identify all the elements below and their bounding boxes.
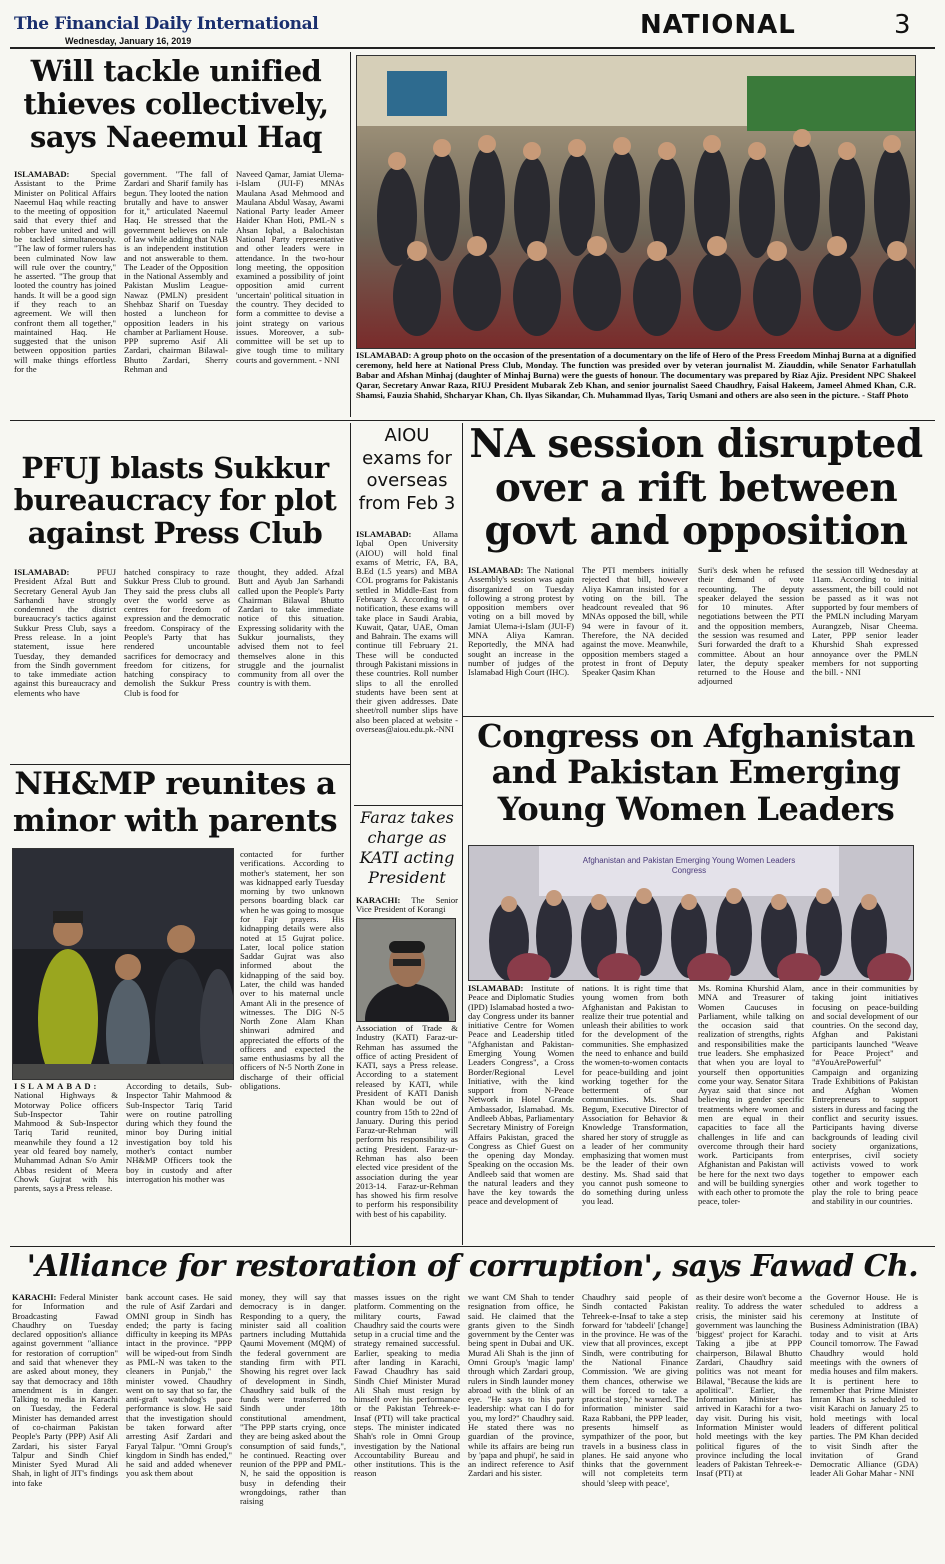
body-text: Federal Minister for Information and Broadcasting Fawad Chaudhry on Tuesday declared opposition's alliance against government "alliance for restoration of corruption" and said that whenever they are asked about money, they say that democracy and 18th amendment is in danger. Talking to media in Karachi on Tuesday, the Federal Minister has demanded arrest of co-chairman Pakistan People's Party (PPP) Asif Ali Zardari, his sister Faryal Talpur and Sindh Chief Minister Syed Murad Ali Shah, in light of JIT's findings into fake xyxy=(12,1293,118,1488)
aiou-body xyxy=(356,530,458,802)
article4-col4: the session till Wednesday at 11am. According to initial assessment, the bill could not be passed as it was not supported by four members of the PMLN including Maryam Aurangzeb, Nisar Cheema. Later, PPP senior leader Khurshid Shah expressed annoyance over the PMLN members for not supporting the bill. - NNI xyxy=(812,566,918,678)
article4-col3: Suri's desk when he refused their demand of vote recounting. The deputy speaker delayed the session for 10 minutes. After negotiations between the PTI and the opposition members, the session was resumed and Suri forwarded the draft to a committee. About an hour later, the deputy speaker returned to the House and adjourned xyxy=(698,566,804,687)
section-rule xyxy=(10,1246,935,1247)
dateline: ISLAMABAD: xyxy=(14,170,70,179)
group-photo-caption: ISLAMABAD: A group photo on the occasion of the presentation of a documentary on the life of Hero of the Press Freedom Minhaj Burna at a dignified ceremony, held here at National Press Club, Monday. The function was presided over by veteran journalist M. Ziauddin, while Senator Farhatullah Babar and Afshan Minhaj (daughter of Minhaj Burna) were the guests of honour. The documentary was prepared by Riaz Ajiz. President NPC Shakeel Qarar, Secretary Anwar Raza, RIUJ President Mubarak Zeb Khan, and senior journalist Saeed Chaudhry, Faisal Hakeem, Jameel Ahmed Khan, C.R. Shamsi, Fauzia Shahid, Shcharyar Khan, Ch. Ilyas Sikandar, Ch. Muhammad Ilyas, Tariq Usmani and others are also seen in the picture. - Staff Photo xyxy=(356,351,916,400)
fawad-col2: bank account cases. He said the rule of Asif Zardari and OMNI group in Sindh has ended; the party is facing difficulty in keeping its MPAs intact in the province. "PPP will be wiped-out from Sindh as PML-N was taken to the cleaners in Punjab," the minister vowed. Chaudhry went on to say that so far, the anti-graft watchdog's pace performance is slow. He said that the investigation should be taken forward after arresting Asif Zardari and Faryal Talpur. "Omni Group's kingdom in Sindh has ended," he said and added whenever you ask them about xyxy=(126,1293,232,1479)
congress-banner-text: Afghanistan and Pakistan Emerging Young Women Leaders Congress xyxy=(582,856,796,875)
article4-col1 xyxy=(468,566,574,714)
article1-col3: Naveed Qamar, Jamiat Ulema-i-Islam (JUI-F) MNAs Maulana Asad Mehmood and Maulana Abdul Wasay, Awami National Party leader Ameer Haider Khan Hoti, PML-N s Ahsan Iqbal, a Balochistan National Party representative and other leaders were in attendance. In the two-hour long meeting, the opposition examined a possibility of joint opposition amid current 'uncertain' political situation in the country. They decided to form a committee to devise a joint strategy on various issues. Moreover, a sub-committee will be set up to give tough time to military courts and government. - NNI xyxy=(236,170,344,365)
column-divider xyxy=(462,423,463,1245)
article5-col3: contacted for further verifications. According to mother's statement, her son was kidnapped early Tuesday morning by two unknown persons boarding black car when he was going to mosque for Fajr prayers. His kidnapping details were also noted at 15 Gujrat police. Later, local police station Saddar Gujrat was also informed about the kidnapping of the said boy. Later, the child was handed over to his maternal uncle Amant Ali in the presence of witnesses. The DIG N-5 North Zone Alam Khan shinwari admired and appreciated the efforts of the officers and expected the same enthusiasms by all the officers of N-5 North Zone in discharge of their official obligations. xyxy=(240,850,344,1092)
headline-na-session: NA session disrupted over a rift between govt and opposition xyxy=(469,421,923,555)
kati-portrait xyxy=(356,918,456,1022)
dateline: ISLAMABAD: xyxy=(14,1082,100,1091)
headline-fawad: 'Alliance for restoration of corruption', says Fawad Ch. xyxy=(26,1249,919,1284)
section-title: NATIONAL xyxy=(640,10,796,40)
fawad-col7: as their desire won't become a reality. To address the water crisis, the minister said his government was launching the 'biggest' project for Karachi. Taking a jibe at PPP chairperson, Bilawal Bhutto Zardari, Chaudhry said politics was not meant for Bilawal, "Because the kids are apolitical". Earlier, the Information Minister has arrived in Karachi for a two-day visit. During his visit, Information Minister would hold meetings with the key political figures of the province including the local leaders of Pakistan Tehreek-e-Insaf (PTI) at xyxy=(696,1293,802,1479)
article2-col3: thought, they added. Afzal Butt and Ayub Jan Sarhandi called upon the People's Party Chairman Bilawal Bhutto Zardari to take immediate notice of this situation. Expressing solidarity with the Sukkur journalists, they advised them not to feel themselves alone in this struggle and the journalist community from all over the country is with them. xyxy=(238,568,344,689)
masthead-date: Wednesday, January 16, 2019 xyxy=(65,36,192,46)
page-number: 3 xyxy=(894,10,911,40)
dateline: ISLAMABAD: xyxy=(468,566,524,575)
article5-col2: According to details, Sub-Inspector Tahir Mahmood & Sub-Inspector Tariq Tarid were on routine patrolling during which they found the minor boy During initial investigation boy told his mother's contact number NH&MP Officers took the boy in custody and after interrogation his mother was xyxy=(126,1082,232,1184)
headline-kati: Faraz takes charge as KATI acting President xyxy=(359,808,455,887)
article1-col1 xyxy=(14,170,116,417)
masthead-rule xyxy=(10,47,935,49)
body-text: PFUJ President Afzal Butt and Secretary General Ayub Jan Sarhandi have strongly condemned the district bureaucracy's tactics against Sukkur Press Club, says a Press release. In a joint statement, issue here Tuesday, they demanded from the Sindh government to take immediate action against this bureaucracy and elements who have xyxy=(14,568,116,698)
kati-body: Association of Trade & Industry (KATI) Faraz-ur-Rehman has assumed the office of acting President of KATI, says a Press release. According to a statement released by KATI, while President of KATI Danish Khan would be out of country from 15th to 22nd of January. During this period Faraz-ur-Rehman will perform his responsibility as acting President. Faraz-ur-Rehman has also been elected vice president of the association during the year 2013-14. Faraz-ur-Rehman has showed his firm resolve to perform his responsibility with best of his capability. xyxy=(356,1024,458,1219)
dateline: KARACHI: xyxy=(12,1293,57,1302)
headline-aiou: AIOU exams for overseas from Feb 3 xyxy=(358,425,456,514)
headline-nhmp: NH&MP reunites a minor with parents xyxy=(12,766,338,839)
nhmp-photo xyxy=(12,848,234,1080)
article4-col2: The PTI members initially rejected that bill, however Aliya Kamran insisted for a voting on the bill. The headcount revealed that 96 MNAs opposed the bill, while 94 were in favour of it. Therefore, the NA decided against the move. Meanwhile, opposition members staged a protest in front of Deputy Speaker Qasim Khan xyxy=(582,566,688,678)
article1-col2: government. "The fall of Zardari and Sharif family has begun. They looted the nation brutally and have to answer for it," articulated Naeemul Haq. He stressed that the government believes on rule of law while adding that NAB is an independent institution and not answerable to them. The Leader of the Opposition in the National Assembly and Pakistan Muslim League-Nawaz (PMLN) president Shehbaz Sharif on Tuesday hosted a luncheon for opposition leaders in his chamber at Parliament House. PPP supremo Asif Ali Zardari, chairman Bilawal-Bhutto Zardari, Sherry Rehman and xyxy=(124,170,228,374)
kati-intro xyxy=(356,896,458,918)
headline-pfuj: PFUJ blasts Sukkur bureaucracy for plot against Press Club xyxy=(13,451,337,550)
article7-col3: Ms. Romina Khurshid Alam, MNA and Treasurer of Women Caucuses in Parliament, while talking on the occasion said that realization of strengths, rights and responsibilities make the true leaders. She emphasized that when you are loyal to yourself then opportunities come your way. Senator Sitara Ayyaz said that since not believing in gender specific treatments where women and men are equal in their capacities to face all the challenges in life and can overcome through their hard work. Participants from Afghanistan and Pakistan will be here for the next two days and will be building synergies with each other to promote the peace, toler- xyxy=(698,984,804,1207)
body-text: Allama Iqbal Open University (AIOU) will hold final exams of Metric, FA, BA, B.Ed (1.5 years) and MBA COL programs for Pakistanis settled in Middle-East from February 3. According to a notification, these exams will take place in Saudi Arabia, Kuwait, Qatar, UAE, Oman and Bahrain. The exams will continue till February 21. These will be conducted through Pakistani missions in these countries. Roll number slips to all the enrolled students have been sent at their given addresses. Date sheet/roll number slips have also been placed at website - overseas@aiou.edu.pk.-NNI xyxy=(356,530,458,734)
article7-col4: ance in their communities by taking joint initiatives focusing on peace-building and social development of our countries. On the second day, Afghan and Pakistani participants launched "Weave for Peace Project" and "#YouArePowerful" Campaign and organizing Trade Exhibitions of Pakistan and Afghan Women Entrepreneurs to support sisters in duress and facing the conflict and security issues. Participants having diverse backgrounds of leading civil society organizations, enterprises, civil society activists vowed to work together to empower each other and work together to play the role to bring peace and stability in our countries. xyxy=(812,984,918,1207)
fawad-col6: Chaudhry said people of Sindh contacted Pakistan Tehreek-e-Insaf to take a step forward for 'tabdeeli' [change] in the province. He was of the view that all provinces, except Sindh, were contributing for the National Finance Commission. 'We are giving them chances, otherwise we will be forced to take a practical step,' he warned. The information minister said Raza Rabbani, the PPP leader, presents himself as sympathizer of the poor, but travels in a business class in planes. He said anyone who thinks that the government will not completeits term should 'sleep with peace', xyxy=(582,1293,688,1488)
group-photo-npc xyxy=(356,55,916,349)
article2-col1 xyxy=(14,568,116,762)
fawad-col5: we want CM Shah to tender resignation from office, he said. He claimed that the grants given to the Sindh government by the Center was being spent in Dubai and UK. Murad Ali Shah is the jinn of Omni Group's 'magic lamp' through which Zardari group, rulers in Sindh launder money abroad with the blink of an eye. "He says to his party leadership: what can I do for you, my lord?" Chaudhry said. He stated there was no guardian of the province, while its affairs are being run by 'papa and phupi', he said in an indirect reference to Asif Zardari and his sister. xyxy=(468,1293,574,1479)
masthead-paper-name: The Financial Daily International xyxy=(14,14,319,34)
dateline: ISLAMABAD: xyxy=(468,984,524,993)
body-text: National Highways & Motorway Police officers Sub-Inspector Tahir Mahmood & Sub-Inspector Tariq Tarid reunited, meanwhile they found a 12 year old feared boy namely, Muhammad Adnan S/o Amir Abbas resident of Meera Chowk Gujrat with his parents, says a Press release. xyxy=(14,1090,118,1194)
body-text: The National Assembly's session was again disorganized on Tuesday following a strong protest by opposition members over voting on a bill moved by Jamiat Ulema-i-Islam (JUI-F) MNA Aliya Kamran. Reportedly, the MNA had sought an increase in the number of judges of the Islamabad High Court (IHC). xyxy=(468,566,574,678)
dateline: ISLAMABAD: xyxy=(356,530,412,539)
article7-col1 xyxy=(468,984,574,1244)
dateline: KARACHI: xyxy=(356,896,401,905)
fawad-col3: money, they will say that democracy is in danger. Responding to a query, the minister said all coalition partners including Muttahida Qaumi Movement (MQM) of the federal government are standing firm with PTI. Showing his regret over lack of development in Sindh, Chaudhry said bulk of the funds were transferred to Sindh under 18th constitutional amendment, "The PPP starts crying, once they are being asked about the consumption of said funds,", he continued. Reacting over reunion of the PPP and PML-N, he said the opposition is busy in defending their wrongdoings, rather than raising xyxy=(240,1293,346,1507)
headline-congress: Congress on Afghanistan and Pakistan Emerging Young Women Leaders xyxy=(477,717,915,828)
column-divider xyxy=(350,423,351,1245)
dateline: ISLAMABAD: xyxy=(14,568,70,577)
article5-col1 xyxy=(14,1082,118,1244)
body-text: Institute of Peace and Diplomatic Studies (IPD) Islamabad hosted a two-day Congress under its banner initiative Centre for Women Peace and Leadership titled "Afghanistan and Pakistan-Emerging Young Women Leaders Congress", a Cross Border/Regional Level Initiative, with the kind support from N-Peace Network in Hotel Grande Ambassador, Islamabad. Ms. Andleeb Abbas, Parliamentary Secretary Ministry of Foreign Affairs Pakistan, graced the Congress as Chief Guest on the opening day Monday. Speaking on the occasion Ms. Andleeb said that women are the natural leaders and they have the key towards the peace and development of xyxy=(468,984,574,1207)
body-text: The Senior Vice President of Korangi xyxy=(356,896,458,915)
nhmp-photo-image xyxy=(13,849,234,1080)
kati-portrait-image xyxy=(357,919,456,1022)
body-text: Special Assistant to the Prime Minister on Political Affairs Naeemul Haq while reacting to the meeting of opposition said that every thief and robber have united and will be tackled simultaneously. "The law of former rulers has been culminated Now law will rule over the country," he asserted. "The group that looted the country has joined hands. It will be a good sign if they reach to an agreement. We will then confront them all together," maintained Haq. He suggested that the unison between opposition parties will make things effortless for the xyxy=(14,170,116,374)
section-rule xyxy=(354,805,462,806)
fawad-col8: the Governor House. He is scheduled to address a ceremony at Institute of Business Administration (IBA) today and to visit at Arts Council tomorrow. The Fawad Chaudhry would hold meetings with the owners of media houses and film makers. It is pertinent here to remember that Prime Minister Imran Khan is scheduled to visit Karachi on January 25 to hold meetings with local leaders of different political parties. The PM Khan decided to visit Sindh after the invitation of Grand Democratic Alliance (GDA) leader Ali Gohar Mahar - NNI xyxy=(810,1293,918,1479)
group-photo-image xyxy=(357,56,916,349)
column-divider xyxy=(350,52,351,417)
article2-col2: hatched conspiracy to raze Sukkur Press Club to ground. They said the press clubs all over the world serve as centres for freedom of expression and the democratic freedom. Conspiracy of the People's Party that has rendered uncountable sacrifices for democracy and freedom for citizens, for hatching conspiracy to demolish the Sukkur Press Club is food for xyxy=(124,568,230,698)
headline-naeemul-haq: Will tackle unified thieves collectively, says Naeemul Haq xyxy=(23,54,329,154)
article7-col2: nations. It is right time that young women from both Afghanistan and Pakistan to realize their true potential and unleash their abilities to work for the development of the communities. She emphasized the need to enhance and build the women-to-women contacts for peace-building and joint working together for the betterment of our communities. Ms. Shad Begum, Executive Director of Association for Behavior & Knowledge Transformation, shared her story of struggle as a leader of her community emphasizing that women must be the leader of their own destiny. Ms. Shad said that you cannot push someone to do something during unless you lead. xyxy=(582,984,688,1207)
congress-photo xyxy=(468,845,914,981)
fawad-col4: masses issues on the right platform. Commenting on the military courts, Fawad Chaudhry said the courts were setup in a crucial time and the strategy remained successful. Earlier, speaking to media after landing in Karachi, Fawad Chaudhry has said Sindh Chief Minister Murad Ali Shah must resign by himself over his performance or the Pakistan Tehreek-e-Insaf (PTI) will take practical steps. The minister indicated Shah's role in Omni Group investigation by the National Accountability Bureau and other institutions. This is the reason xyxy=(354,1293,460,1479)
section-rule xyxy=(10,764,350,765)
fawad-col1 xyxy=(12,1293,118,1557)
